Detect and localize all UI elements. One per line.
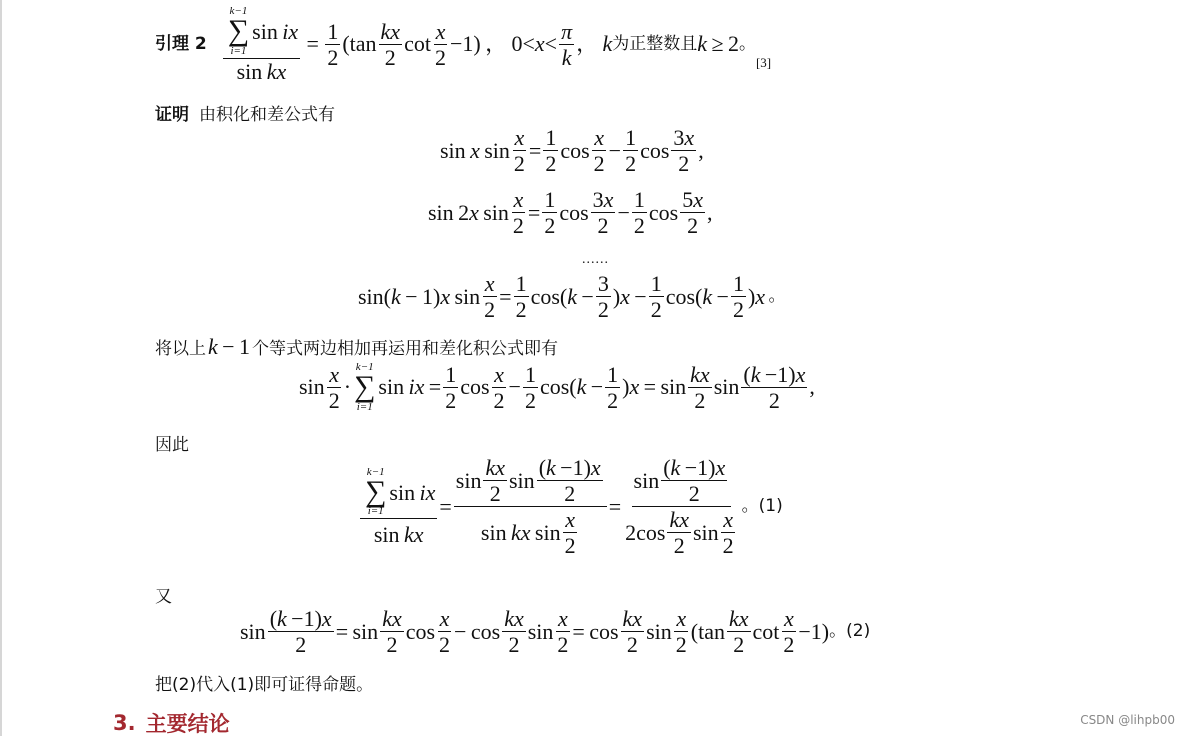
equation-product-2: sin 2x sin $\frac{x}{2}$ = $\frac{1}{2}$ cos $\frac{3x}{2}$ − $\frac{1}{2}$ cos $\frac{5x}{2}$ ,: [428, 187, 713, 239]
equation-product-1: sin x sin $\frac{x}{2}$ = $\frac{1}{2}$ cos $\frac{x}{2}$ − $\frac{1}{2}$ cos $\frac{3x}{2}$ ,: [440, 125, 704, 177]
section-title: 主要结论: [145, 712, 230, 736]
equation-2: sin $\frac{(k -1)x}{2}$ = sin $\frac{kx}{2}$ cos $\frac{x}{2}$ − cos $\frac{kx}{2}$ sin $\frac{x}{2}$ = cos $\frac{kx}{2}$ sin $\frac{x}{2}$ (tan $\frac{kx}{2}$ cot $\frac{x}{2}$ −1) 。(2): [240, 606, 871, 658]
equation-1-tag: 。(1): [741, 496, 783, 517]
equation-product-k-minus-1: sin(k − 1)x sin $\frac{x}{2}$ = $\frac{1}{2}$ cos(k − $\frac{3}{2}$ )x − $\frac{1}{2}$ cos(k − $\frac{1}{2}$ )x 。: [358, 271, 786, 323]
page-left-border: [0, 0, 2, 736]
equation-sum-identity: sin $\frac{x}{2}$ · k−1 ∑ i=1 sin ix = $\frac{1}{2}$ cos $\frac{x}{2}$ − $\frac{1}{2}$ cos(k − $\frac{1}{2}$ )x = sin $\frac{kx}{2}$ sin $\frac{(k -1)x}{2}$ ,: [299, 361, 815, 413]
lemma-label: 引理 2: [155, 33, 207, 54]
proof-line: [155, 100, 335, 125]
substitute-text: 把(2)代入(1)即可证得命题。: [155, 675, 374, 695]
equation-2-tag: 。(2): [829, 621, 871, 642]
equation-1: k−1 ∑ i=1 sin ix sin kx = sin $\frac{kx}{2}$ sin $\frac{(k -1)x}{2}$ sin kx sin $\frac{x}{2}$ = sin $\frac{(k -1)x}{2}$ 2cos $\frac{kx}{2}$ sin $\frac{x}{2}$ 。(1): [358, 456, 783, 557]
proof-intro: 由积化和差公式有: [199, 105, 335, 125]
watermark: CSDN @lihpb00: [1080, 713, 1175, 727]
section-heading: [113, 708, 230, 738]
proof-label: 证明: [155, 105, 189, 125]
hence-text: 因此: [155, 435, 189, 455]
lemma-lhs-fraction: k−1 ∑ i=1 sin ix sin kx: [223, 6, 300, 83]
also-text: 又: [155, 587, 172, 607]
combine-text-line: 将以上 k − 1 个等式两边相加再运用和差化积公式即有: [155, 333, 558, 359]
ellipsis: ......: [582, 252, 609, 267]
lemma-statement: 引理 2 k−1 ∑ i=1 sin ix sin kx = $\frac{1}{2}$ (tan $\frac{kx}{2}$ cot $\frac{x}{2}$ −1) ， 0<x< $\frac{\pi}{k}$ ， k 为正整数且 k ≥ 2 。 [3]: [155, 5, 772, 84]
section-number: 3.: [113, 711, 136, 735]
